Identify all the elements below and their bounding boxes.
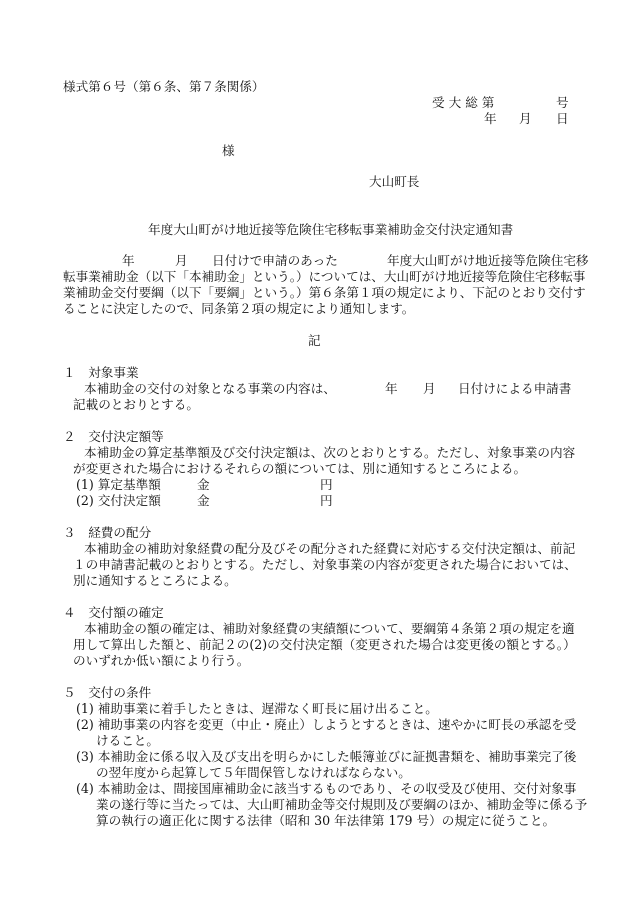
condition-4-line2: 業の遂行等に当たっては、大山町補助金等交付規則及び要綱のほか、補助金等に係る予	[96, 797, 588, 812]
calc-base-amount-yen: 円	[320, 477, 333, 492]
decision-amount-yen: 円	[320, 493, 333, 508]
calc-base-amount-kin: 金	[197, 477, 210, 492]
condition-4-line1: (4) 本補助金は、間接国庫補助金に該当するものであり、その収受及び使用、交付対象事	[76, 781, 577, 796]
date-day-label: 日	[556, 111, 569, 126]
section-1-text-b: 日付けによる申請書	[458, 381, 572, 396]
condition-3-line1: (3) 本補助金に係る収入及び支出を明らかにした帳簿並びに証拠書類を、補助事業完了後	[76, 749, 577, 764]
section-3-text-line3: 別に通知するところによる。	[73, 573, 237, 588]
section-5-heading: ５ 交付の条件	[63, 685, 152, 700]
section-1-heading: １ 対象事業	[63, 365, 139, 380]
intro-text-line4: ることに決定したので、同条第２項の規定により通知します。	[63, 301, 415, 316]
section-1-year-label: 年	[385, 381, 398, 396]
section-2-text-line2: が変更された場合におけるそれらの額については、別に通知するところによる。	[73, 461, 527, 476]
ki-heading: 記	[308, 333, 321, 348]
condition-3-line2: の翌年度から起算して５年間保管しなければならない。	[96, 765, 411, 780]
condition-2-line1: (2) 補助事業の内容を変更（中止・廃止）しようとするときは、速やかに町長の承認を受	[76, 717, 577, 732]
decision-amount-label: (2) 交付決定額	[76, 493, 161, 508]
section-2-text-line1: 本補助金の算定基準額及び交付決定額は、次のとおりとする。ただし、対象事業の内容	[84, 445, 576, 460]
condition-4-line3: 算の執行の適正化に関する法律（昭和 30 年法律第 179 号）の規定に従うこと。	[96, 813, 556, 828]
intro-text-line2: 転事業補助金（以下「本補助金」という。）については、大山町がけ地近接等危険住宅移転事	[63, 269, 586, 284]
section-1-text-line2: 記載のとおりとする。	[73, 397, 199, 412]
intro-month-label: 月	[175, 253, 188, 268]
section-3-heading: ３ 経費の配分	[63, 525, 152, 540]
intro-text-part1: 日付けで申請のあった	[212, 253, 338, 268]
date-month-label: 月	[519, 111, 532, 126]
section-4-heading: ４ 交付額の確定	[63, 605, 164, 620]
form-label: 様式第６号（第６条、第７条関係）	[63, 79, 265, 94]
decision-amount-kin: 金	[197, 493, 210, 508]
section-3-text-line2: １の申請書記載のとおりとする。ただし、対象事業の内容が変更された場合においては、	[73, 557, 577, 572]
document-number-suffix: 号	[556, 95, 569, 110]
condition-1: (1) 補助事業に着手したときは、遅滞なく町長に届け出ること。	[76, 701, 438, 716]
intro-text-line3: 業補助金交付要綱（以下「要綱」という。）第６条第１項の規定により、下記のとおり交付す	[63, 285, 586, 300]
section-2-heading: ２ 交付決定額等	[63, 429, 164, 444]
condition-2-line2: けること。	[96, 733, 159, 748]
section-4-text-line3: のいずれか低い額により行う。	[73, 653, 250, 668]
section-3-text-line1: 本補助金の補助対象経費の配分及びその配分された経費に対応する交付決定額は、前記	[84, 541, 576, 556]
section-1-text-a: 本補助金の交付の対象となる事業の内容は、	[84, 381, 336, 396]
calc-base-amount-label: (1) 算定基準額	[76, 477, 161, 492]
recipient-suffix: 様	[222, 143, 235, 158]
intro-text-part2: 年度大山町がけ地近接等危険住宅移	[387, 253, 589, 268]
intro-year-label: 年	[122, 253, 135, 268]
section-4-text-line1: 本補助金の額の確定は、補助対象経費の実績額について、要綱第４条第２項の規定を適	[84, 621, 575, 636]
section-1-month-label: 月	[423, 381, 436, 396]
document-title: 年度大山町がけ地近接等危険住宅移転事業補助金交付決定通知書	[148, 222, 514, 237]
document-number-label: 受 大 総 第	[432, 95, 495, 110]
date-year-label: 年	[484, 111, 497, 126]
section-4-text-line2: 用して算出した額と、前記２の(2)の交付決定額（変更された場合は変更後の額とする。）	[73, 637, 576, 652]
issuer-name: 大山町長	[369, 174, 420, 189]
